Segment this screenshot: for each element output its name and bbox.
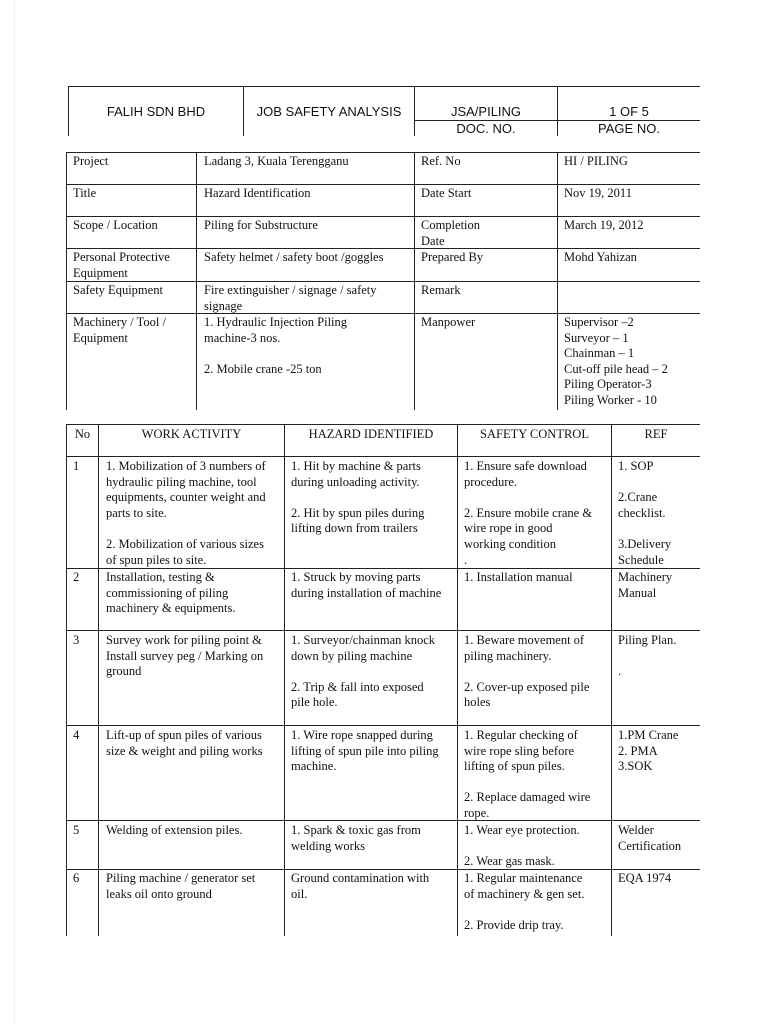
col-header-hazard: HAZARD IDENTIFIED [308,427,434,441]
safety-control: 1. Beware movement of piling machinery. 2. Cover-up exposed pile holes [464,633,590,710]
ppe-label: Personal Protective Equipment [73,250,170,280]
row-number: 2 [73,570,80,584]
work-activity: Welding of extension piles. [106,823,243,837]
hazard-identified: 1. Spark & toxic gas from welding works [291,823,421,853]
document-type: JOB SAFETY ANALYSIS [256,104,402,119]
hazard-identified: 1. Surveyor/chainman knock down by piling machine 2. Trip & fall into exposed pile hole. [291,633,436,710]
doc-number-label: DOC. NO. [456,121,516,136]
reference: Machinery Manual [618,570,673,600]
reference: 1.PM Crane 2. PMA 3.SOK [618,728,679,774]
title-value: Hazard Identification [204,186,311,200]
reference: Piling Plan. . [618,633,677,679]
ref-label: Ref. No [421,154,461,168]
hazard-identified: Ground contamination with oil. [291,871,430,901]
reference: 1. SOP 2.Crane checklist. 3.Delivery Schedule [618,459,672,567]
safety-control: 1. Wear eye protection. 2. Wear gas mask. [464,823,580,869]
completion-date-value: March 19, 2012 [564,218,644,232]
date-start-label: Date Start [421,186,472,200]
doc-number: JSA/PILING [450,104,522,119]
col-header-work-activity: WORK ACTIVITY [141,427,242,441]
page-number-label: PAGE NO. [598,121,660,136]
hazard-identified: 1. Hit by machine & parts during unloading activity. 2. Hit by spun piles during lifting down from trailers [291,459,425,536]
machinery-value: 1. Hydraulic Injection Piling machine-3 nos. 2. Mobile crane -25 ton [204,315,348,376]
page-edge [14,0,15,1024]
row-number: 1 [73,459,80,473]
prepared-by-value: Mohd Yahizan [564,250,637,264]
scope-value: Piling for Substructure [204,218,318,232]
safety-equipment-label: Safety Equipment [73,283,163,297]
company-name: FALIH SDN BHD [106,104,206,119]
manpower-label: Manpower [421,315,476,329]
page-number: 1 OF 5 [609,104,649,119]
reference: Welder Certification [618,823,682,853]
prepared-by-label: Prepared By [421,250,484,264]
completion-date-label: Completion Date [421,218,481,248]
hazard-identified: 1. Wire rope snapped during lifting of spun pile into piling machine. [291,728,439,774]
project-label: Project [73,154,109,168]
col-header-safety-control: SAFETY CONTROL [480,427,589,441]
work-activity: Lift-up of spun piles of various size & weight and piling works [106,728,263,758]
ppe-value: Safety helmet / safety boot /goggles [204,250,384,264]
ref-value: HI / PILING [564,154,628,168]
work-activity: Piling machine / generator set leaks oil onto ground [106,871,256,901]
safety-control: 1. Installation manual [464,570,573,584]
safety-control: 1. Regular maintenance of machinery & gen set. 2. Provide drip tray. [464,871,585,932]
col-header-ref: REF [644,427,668,441]
safety-control: 1. Ensure safe download procedure. 2. Ensure mobile crane & wire rope in good working condition . [464,459,593,567]
work-activity: 1. Mobilization of 3 numbers of hydraulic piling machine, tool equipments, counter weight and parts to site. 2. Mobilization of various sizes of spun piles to site. [106,459,266,567]
work-activity: Installation, testing & commissioning of piling machinery & equipments. [106,570,236,616]
work-activity: Survey work for piling point & Install survey peg / Marking on ground [106,633,264,679]
row-number: 5 [73,823,80,837]
row-number: 6 [73,871,80,885]
date-start-value: Nov 19, 2011 [564,186,632,200]
row-number: 4 [73,728,80,742]
title-label: Title [73,186,97,200]
hazard-identified: 1. Struck by moving parts during installation of machine [291,570,442,600]
scope-label: Scope / Location [73,218,158,232]
reference: EQA 1974 [618,871,672,885]
safety-equipment-value: Fire extinguisher / signage / safety signage [204,283,377,313]
row-number: 3 [73,633,80,647]
machinery-label: Machinery / Tool / Equipment [73,315,166,345]
remark-label: Remark [421,283,461,297]
safety-control: 1. Regular checking of wire rope sling before lifting of spun piles. 2. Replace damaged wire rope. [464,728,591,820]
manpower-value: Supervisor –2 Surveyor – 1 Chainman – 1 Cut-off pile head – 2 Piling Operator-3 Piling Worker - 10 [564,315,668,407]
project-value: Ladang 3, Kuala Terengganu [204,154,349,168]
col-header-no: No [74,427,91,441]
